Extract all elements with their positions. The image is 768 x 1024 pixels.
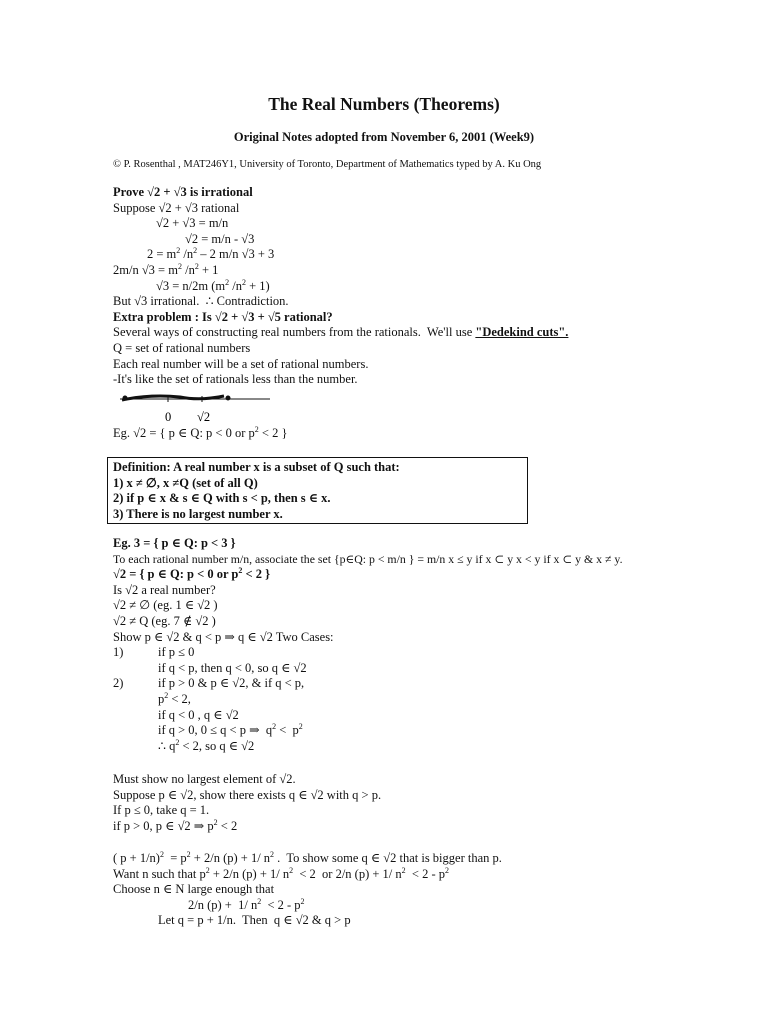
proof-line: -It's like the set of rationals less than the number. xyxy=(113,372,358,387)
root2-section xyxy=(113,536,713,754)
text-line: 2/n (p) + 1/ $n^2 < 2 - p^2$ xyxy=(188,896,305,912)
proof-line: √2 = m/n - √3 xyxy=(185,231,255,246)
proof-line: Q = set of rational numbers xyxy=(113,340,251,355)
text-line: Suppose p ∈ √2, show there exists q ∈ √2 with q > p. xyxy=(113,787,382,802)
text-line: if q < p, then q < 0, so q ∈ √2 xyxy=(158,660,307,675)
text-line: Choose n ∈ N large enough that xyxy=(113,882,275,897)
extra-problem: Extra problem : Is √2 + √3 + √5 rational? xyxy=(113,309,333,324)
association-line: To each rational number m/n, associate the set {p∈Q: p < m/n } = m/n x ≤ y if x ⊂ y x < y if x ⊂ y & x ≠ y. xyxy=(113,551,623,566)
definition-item: 2) if p ∈ x & s ∈ Q with s < p, then s ∈ x. xyxy=(113,491,331,506)
construction-section xyxy=(113,851,713,929)
line-end-dot xyxy=(226,396,231,401)
text-line: Let q = p + 1/n. Then q ∈ √2 & q > p xyxy=(158,913,351,928)
text-line: Want n such that $p^2 + 2/n$ (p) + 1/ $n^2 < 2$ or 2/n (p) + 1/ $n^2 < 2 - p^2$ xyxy=(113,865,449,881)
example-root2: Eg. √2 = { p ∈ Q: p < 0 or $p^2 < 2$ } xyxy=(113,425,288,440)
text-line: if q < 0 , q ∈ √2 xyxy=(158,707,239,722)
text-line: ( $p + 1/n)^2 = p^2 + 2/n$ (p) + 1/ $n^2$ . To show some q ∈ √2 that is bigger than p. xyxy=(113,850,502,865)
root2-definition: √2 = { p ∈ Q: p < 0 or $p^2 < 2$ } xyxy=(113,566,271,582)
line-start-dot xyxy=(123,396,128,401)
text-line: if q > 0, 0 ≤ q < p ⇒ $q^2 < p^2$ xyxy=(158,722,303,738)
proof-line: Suppose √2 + √3 rational xyxy=(113,200,240,215)
proof-line: 2m/n $√3 = m^2$ $/n^2 + 1$ xyxy=(113,261,219,277)
label-zero: 0 xyxy=(165,410,172,424)
text-line: if p > 0, p ∈ √2 ⇒ $p^2 < 2$ xyxy=(113,817,238,833)
proof-section xyxy=(113,185,673,388)
text-line: If p ≤ 0, take q = 1. xyxy=(113,803,210,818)
no-largest-section xyxy=(113,772,673,834)
label-root2: √2 xyxy=(197,410,211,424)
text-line: Show p ∈ √2 & q < p ⇒ q ∈ √2 Two Cases: xyxy=(113,629,334,644)
proof-line: √2 + √3 = m/n xyxy=(156,216,229,231)
case-two: 2) if p > 0 & p ∈ √2, & if q < p, xyxy=(113,676,305,691)
text-line: ∴ $q^2 < 2$, so q ∈ √2 xyxy=(158,737,255,753)
copyright-line: © P. Rosenthal , MAT246Y1, University of Toronto, Department of Mathematics typed by A. Ku Ong xyxy=(113,159,542,170)
definition-box xyxy=(107,457,528,524)
dedekind-term: "Dedekind cuts". xyxy=(475,325,569,340)
document-title: The Real Numbers (Theorems) xyxy=(268,94,500,114)
dedekind-intro: Several ways of constructing real numbers from the rationals. We'll use "Dedekind cuts". xyxy=(113,325,569,340)
definition-item: 3) There is no largest number x. xyxy=(113,506,283,521)
proof-heading: Prove √2 + √3 is irrational xyxy=(113,185,253,199)
definition-item: 1) x ≠ ∅, x ≠Q (set of all Q) xyxy=(113,475,258,490)
text-line: $p^2 < 2$, xyxy=(158,690,191,706)
text-line: Is √2 a real number? xyxy=(113,582,216,597)
text-line: √2 ≠ ∅ (eg. 1 ∈ √2 ) xyxy=(113,598,218,613)
case-one: 1) if p ≤ 0 xyxy=(113,645,195,660)
proof-line: $2 = m^2$ $/n^2 - 2$ m/n √3 + 3 xyxy=(147,246,275,262)
number-line-sketch xyxy=(120,392,280,428)
example-three: Eg. 3 = { p ∈ Q: p < 3 } xyxy=(113,536,236,550)
proof-line: But √3 irrational. ∴ Contradiction. xyxy=(113,294,289,309)
document-subtitle: Original Notes adopted from November 6, 2001 (Week9) xyxy=(233,130,535,144)
proof-line: √3 = n/2m ($m^2$ $/n^2 + 1$) xyxy=(156,277,270,293)
text-line: Must show no largest element of √2. xyxy=(113,772,296,786)
definition-heading: Definition: A real number x is a subset of Q such that: xyxy=(113,460,400,474)
text-line: √2 ≠ Q (eg. 7 ∉ √2 ) xyxy=(113,613,216,628)
proof-line: Each real number will be a set of rational numbers. xyxy=(113,356,369,371)
